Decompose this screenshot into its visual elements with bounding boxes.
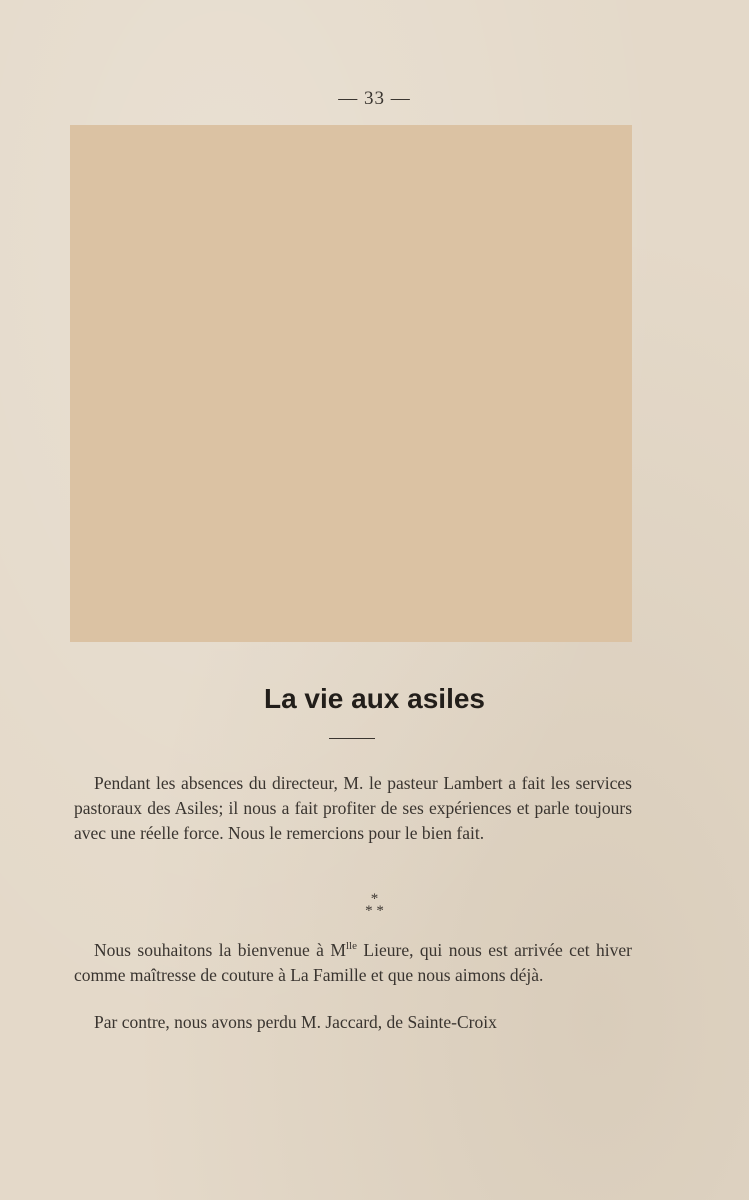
page-number: — 33 — — [338, 88, 411, 109]
title-rule — [329, 738, 375, 739]
paragraph-2-superscript: lle — [345, 940, 357, 953]
paragraph-1: Pendant les absences du directeur, M. le pasteur Lambert a fait les services pastoraux des Asiles; il nous a fait profiter de ses expériences et parle toujours avec une réelle force. Nous le remercions pour le bien fait. — [74, 773, 632, 843]
asterism-top: * — [370, 891, 379, 907]
paragraph-2-end: Lieure, qui nous est arrivée cet hiver comme maîtresse de couture à La Famille et que nous aimons déjà. — [74, 940, 632, 985]
paragraph-2-start: Nous souhaitons la bienvenue à M — [94, 940, 346, 960]
asterism-bottom: * * — [365, 903, 384, 919]
paragraph-2 — [74, 938, 632, 988]
section-title: La vie aux asiles — [263, 683, 486, 714]
image-placeholder — [70, 125, 632, 642]
paragraph-3: Par contre, nous avons perdu M. Jaccard, de Sainte-Croix — [94, 1012, 497, 1032]
asterism — [0, 893, 749, 917]
